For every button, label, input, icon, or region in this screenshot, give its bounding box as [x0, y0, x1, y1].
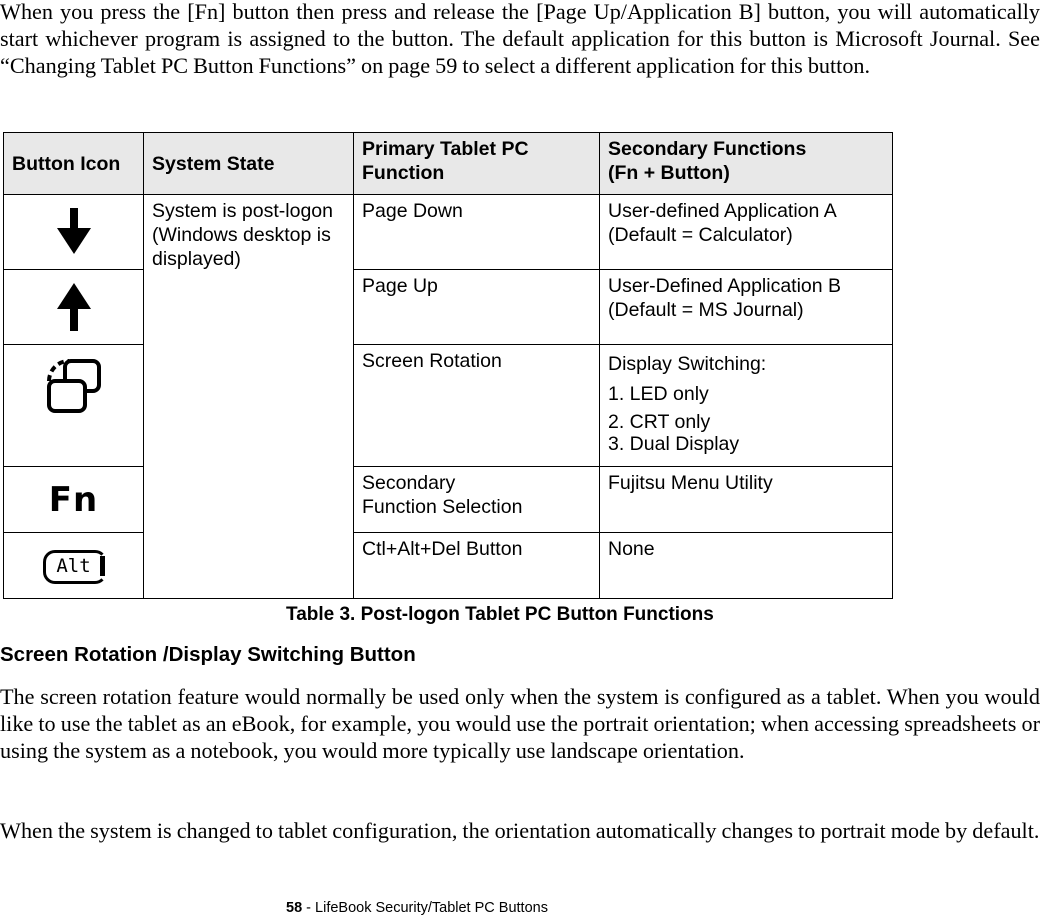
- icon-cell: [4, 533, 144, 599]
- secondary-line: (Default = MS Journal): [608, 299, 804, 321]
- primary-function-cell: [354, 467, 600, 533]
- arrow-up-icon: [57, 283, 91, 331]
- icon-cell: [4, 195, 144, 270]
- table-header-row: [4, 133, 893, 195]
- icon-cell: [4, 345, 144, 467]
- secondary-line: 3. Dual Display: [608, 433, 740, 455]
- secondary-function-cell: Fujitsu Menu Utility: [600, 467, 893, 533]
- primary-function-cell: Ctl+Alt+Del Button: [354, 533, 600, 599]
- arrow-down-icon: [57, 208, 91, 256]
- paragraph-screen-rotation: The screen rotation feature would normally be used only when the system is configured as a tablet. When you would like to use the tablet as an eBook, for example, you would use the portrait orientation; when accessing spreadsheets or using the system as a notebook, you would more typically use landscape orientation.: [0, 684, 1040, 763]
- secondary-function-cell: [600, 345, 893, 467]
- ctl-alt-del-icon-label: Alt: [56, 554, 91, 577]
- secondary-line: (Default = Calculator): [608, 224, 793, 246]
- button-functions-table-wrapper: [3, 132, 892, 598]
- table-caption: Table 3. Post-logon Tablet PC Button Functions: [286, 604, 714, 625]
- ctl-alt-del-icon: [43, 550, 105, 582]
- icon-cell: [4, 467, 144, 533]
- header-button-icon: Button Icon: [4, 133, 144, 195]
- secondary-line: Display Switching:: [608, 353, 767, 375]
- button-functions-table: [3, 132, 893, 599]
- primary-function-cell: Screen Rotation: [354, 345, 600, 467]
- footer-title: LifeBook Security/Tablet PC Buttons: [315, 900, 548, 916]
- header-system-state: System State: [144, 133, 354, 195]
- primary-line: Function Selection: [362, 496, 523, 518]
- secondary-line: User-Defined Application B: [608, 275, 842, 297]
- table-row: [4, 533, 893, 599]
- secondary-function-cell: [600, 195, 893, 270]
- screen-rotation-icon: [45, 357, 103, 415]
- secondary-line: User-defined Application A: [608, 200, 837, 222]
- table-row: [4, 345, 893, 467]
- secondary-line: 2. CRT only: [608, 411, 711, 433]
- primary-line: Secondary: [362, 472, 456, 494]
- header-primary-line2: Function: [362, 162, 445, 184]
- primary-function-cell: Page Down: [354, 195, 600, 270]
- icon-cell: [4, 270, 144, 345]
- secondary-function-cell: None: [600, 533, 893, 599]
- section-title: Screen Rotation /Display Switching Button: [0, 643, 416, 666]
- footer-separator: -: [302, 900, 316, 916]
- intro-paragraph: When you press the [Fn] button then press and release the [Page Up/Application B] button, you will automatically start whichever program is assigned to the button. The default application for this button is Microsoft Journal. See “Changing Tablet PC Button Functions” on page 59 to select a different application for this button.: [0, 0, 1040, 78]
- header-primary-line1: Primary Tablet PC: [362, 138, 529, 160]
- paragraph-tablet-config: When the system is changed to tablet configuration, the orientation automatically changes to portrait mode by default.: [0, 818, 1040, 843]
- page-footer: [286, 900, 548, 916]
- system-state-cell: System is post-logon (Windows desktop is displayed): [144, 195, 354, 599]
- page-number: 58: [286, 900, 303, 916]
- primary-function-cell: Page Up: [354, 270, 600, 345]
- fn-icon: Fn: [48, 479, 99, 520]
- table-row: [4, 270, 893, 345]
- table-row: [4, 467, 893, 533]
- secondary-function-cell: [600, 270, 893, 345]
- header-secondary-functions: [600, 133, 893, 195]
- table-row: [4, 195, 893, 270]
- secondary-line: 1. LED only: [608, 383, 709, 405]
- header-secondary-line2: (Fn + Button): [608, 162, 730, 184]
- header-primary-function: [354, 133, 600, 195]
- header-secondary-line1: Secondary Functions: [608, 138, 807, 160]
